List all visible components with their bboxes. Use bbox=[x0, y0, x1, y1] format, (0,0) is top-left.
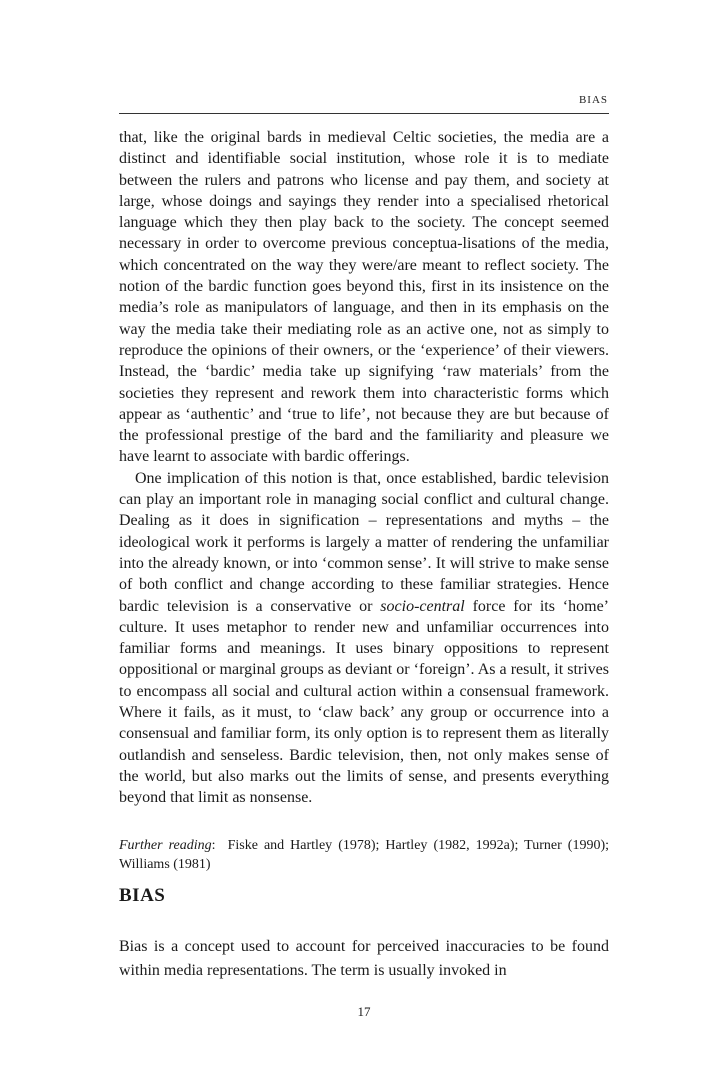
paragraph-2 bbox=[119, 468, 609, 809]
italic-term: socio-central bbox=[380, 597, 465, 615]
further-reading-label: Further reading bbox=[119, 838, 212, 853]
paragraph-2-part-1: One implication of this notion is that, once established, bardic television can play an important role in managing social conflict and cultural change. Dealing as it does in signification – representations and myths – the ideological work it performs is largely a matter of rendering the unfamiliar into the already known, or into ‘common sense’. It will strive to make sense of both conflict and change according to these familiar strategies. Hence bardic television is a conservative or bbox=[119, 469, 609, 615]
further-reading bbox=[119, 836, 609, 874]
bardic-entry-text bbox=[119, 127, 609, 809]
further-reading-colon: : bbox=[211, 838, 216, 853]
bias-entry-text bbox=[119, 935, 609, 983]
section-heading-bias: BIAS bbox=[119, 885, 166, 906]
paragraph-2-part-2: force for its ‘home’ culture. It uses metaphor to render new and unfamiliar occurrences into familiar forms and meanings. It uses binary oppositions to represent oppositional or marginal groups as deviant or ‘foreign’. As a result, it strives to encompass all social and cultural action within a consensual framework. Where it fails, as it must, to ‘claw back’ any group or occurrence into a consensual and familiar form, its only option is to represent them as literally outlandish and senseless. Bardic television, then, not only makes sense of the world, but also marks out the limits of sense, and presents everything beyond that limit as nonsense. bbox=[119, 597, 609, 807]
page-number: 17 bbox=[357, 1004, 371, 1019]
running-head: BIAS bbox=[578, 94, 608, 106]
paragraph-1: that, like the original bards in medieval Celtic societies, the media are a distinct and identifiable social institution, whose role it is to mediate between the rulers and patrons who license and pay them, and society at large, whose doings and sayings they render into a specialised rhetorical language which they then play back to the society. The concept seemed necessary in order to overcome previous conceptua-lisations of the media, which concentrated on the way they were/are meant to reflect society. The notion of the bardic function goes beyond this, first in its insistence on the media’s role as manipulators of language, and then in its emphasis on the way the media take their mediating role as an active one, not as simply to reproduce the opinions of their owners, or the ‘experience’ of their viewers. Instead, the ‘bardic’ media take up signifying ‘raw materials’ from the societies they represent and rework them into characteristic forms which appear as ‘authentic’ and ‘true to life’, not because they are but because of the professional prestige of the bard and the familiarity and pleasure we have learnt to associate with bardic offerings. bbox=[119, 129, 609, 466]
further-reading-refs: Fiske and Hartley (1978); Hartley (1982, 1992a); Turner (1990); Williams (1981) bbox=[119, 838, 610, 872]
header-rule bbox=[119, 113, 609, 114]
bias-paragraph: Bias is a concept used to account for perceived inaccuracies to be found within media representations. The term is usually invoked in bbox=[119, 938, 609, 979]
